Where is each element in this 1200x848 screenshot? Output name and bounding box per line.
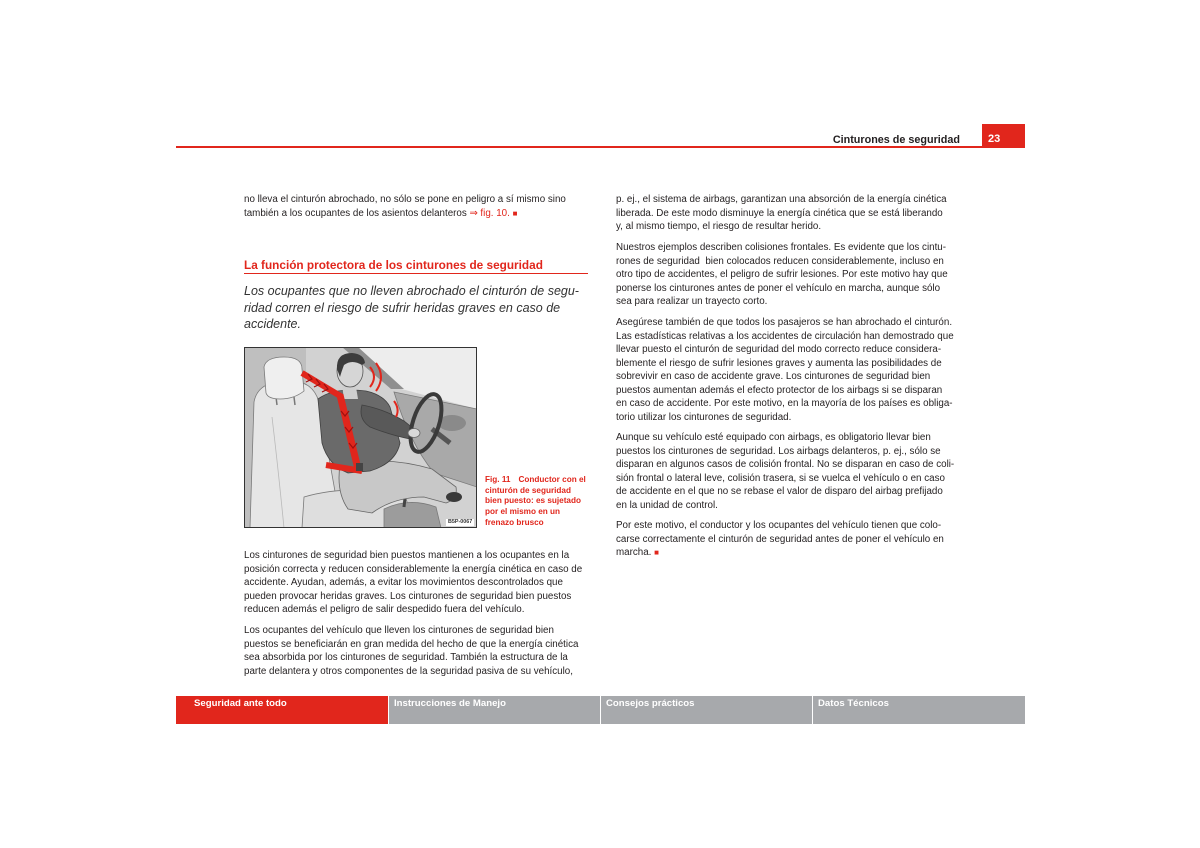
- text-line: puestos los cinturones de seguridad. Los airbags delanteros, p. ej., sólo se: [616, 445, 941, 457]
- figure-illustration: [244, 347, 477, 528]
- caption-line: frenazo brusco: [485, 517, 544, 527]
- summary-line: accidente.: [244, 317, 301, 331]
- figure-caption: [485, 475, 595, 528]
- text-line: Nuestros ejemplos describen colisiones frontales. Es evidente que los cintu-: [616, 242, 946, 253]
- right-paragraph-5: [616, 519, 960, 560]
- left-paragraph-2: [244, 549, 588, 617]
- text-line: Los ocupantes del vehículo que lleven los cinturones de seguridad bien: [244, 625, 554, 636]
- text-line: p. ej., el sistema de airbags, garantizan una absorción de la energía cinética: [616, 194, 947, 205]
- text-line: pueden provocar heridas graves. Los cinturones de seguridad bien puestos: [244, 590, 572, 602]
- figure-reference: ⇒ fig. 10.: [469, 207, 510, 219]
- text-line: sea absorbida por los cinturones de seguridad. También la estructura de la: [244, 652, 568, 664]
- text-line: Por este motivo, el conductor y los ocupantes del vehículo tienen que colo-: [616, 520, 942, 531]
- tab-label: Consejos prácticos: [606, 698, 695, 709]
- text-line: reducen además el peligro de salir despedido fuera del vehículo.: [244, 604, 525, 616]
- tab-label: Instrucciones de Manejo: [394, 698, 506, 709]
- right-paragraph-1: [616, 193, 960, 234]
- text-line: torio utilizar los cinturones de seguridad.: [616, 411, 792, 423]
- right-paragraph-3: [616, 316, 960, 425]
- center-console: [384, 502, 441, 528]
- text-line: Asegúrese también de que todos los pasajeros se han abrochado el cinturón.: [616, 317, 953, 328]
- left-paragraph-1: [244, 193, 588, 220]
- text-line: parte delantera y otros componentes de la seguridad pasiva de su vehículo,: [244, 665, 573, 677]
- summary-line: ridad corren el riesgo de sufrir heridas graves en caso de: [244, 300, 561, 315]
- section-summary: [244, 283, 588, 333]
- headrest-post: [294, 397, 295, 405]
- text-line: puestos aumentan además el efecto protector de los airbags si se disparan: [616, 384, 943, 396]
- text-line: rones de seguridad bien colocados reducen considerablemente, incluso en: [616, 255, 944, 267]
- caption-line: bien puesto: es sujetado: [485, 496, 581, 506]
- text-line: en caso de accidente. Por este motivo, en la mayoría de los países es obliga-: [616, 398, 953, 410]
- end-mark: ■: [512, 208, 518, 218]
- text-line: de accidente en el que no se rebase el valor de disparo del airbag prefijado: [616, 486, 943, 498]
- caption-line: cinturón de seguridad: [485, 485, 571, 495]
- text-line: blemente el riesgo de sufrir lesiones graves y aumenta las posibilidades de: [616, 357, 942, 369]
- tab-instrucciones-de-manejo: [389, 696, 600, 724]
- caption-text: Conductor con el: [518, 475, 586, 484]
- tab-seguridad-ante-todo: [176, 696, 388, 724]
- text-line: liberada. De este modo disminuye la energía cinética que se está liberando: [616, 207, 943, 219]
- figure-code: B5P-0067: [448, 519, 473, 525]
- tab-consejos-practicos: [601, 696, 812, 724]
- text-line: sión frontal o lateral leve, colisión trasera, si se vuelca el vehículo o en caso: [616, 472, 945, 484]
- text-line: accidente. Ayudan, además, a evitar los movimientos descontrolados que: [244, 577, 563, 589]
- driver-hand: [408, 429, 420, 438]
- text-line: posición correcta y reducen considerablemente la energía cinética en caso de: [244, 563, 583, 575]
- right-paragraph-2: [616, 241, 960, 309]
- summary-line: Los ocupantes que no lleven abrochado el cinturón de segu-: [244, 284, 579, 298]
- text-line: puestos se beneficiarán en gran medida del hecho de que la energía cinética: [244, 638, 579, 650]
- section-title: Cinturones de seguridad: [832, 134, 960, 146]
- page-number-box: [982, 124, 1025, 148]
- tab-label: Datos Técnicos: [818, 698, 889, 709]
- caption-line: por el mismo en un: [485, 507, 561, 517]
- belt-buckle: [356, 463, 363, 471]
- text-line: sea para realizar un trayecto corto.: [616, 296, 768, 308]
- text-line: y, al mismo tiempo, el riesgo de resultar herido.: [616, 221, 822, 233]
- driver-seatbelt-illustration: [244, 347, 477, 528]
- driver-shoe: [446, 492, 462, 502]
- text-line: ponerse los cinturones antes de poner el vehículo en marcha, aunque sólo: [616, 282, 941, 294]
- text-line: Aunque su vehículo esté equipado con airbags, es obligatorio llevar bien: [616, 432, 931, 443]
- caption-line: [485, 475, 595, 486]
- tab-datos-tecnicos: [813, 696, 1025, 724]
- figure-label: Fig. 11: [485, 475, 511, 484]
- text-line: Las estadísticas relativas a los accidentes de circulación han demostrado que: [616, 330, 954, 342]
- text-line: en la unidad de control.: [616, 499, 718, 511]
- seat-headrest: [264, 357, 304, 399]
- page-number: 23: [988, 133, 1001, 145]
- text-line: no lleva el cinturón abrochado, no sólo se pone en peligro a sí mismo sino: [244, 194, 566, 205]
- text-line: Los cinturones de seguridad bien puestos mantienen a los ocupantes en la: [244, 550, 570, 561]
- text-line: disparan en algunos casos de colisión frontal. No se disparan en caso de coli-: [616, 459, 955, 471]
- line-text: también a los ocupantes de los asientos delanteros: [244, 207, 470, 219]
- right-paragraph-4: [616, 431, 960, 512]
- left-paragraph-3: [244, 624, 588, 678]
- text-line: otro tipo de accidentes, el peligro de sufrir lesiones. Por este motivo hay que: [616, 269, 948, 281]
- text-line: llevar puesto el cinturón de seguridad del modo correcto reduce considera-: [616, 344, 942, 356]
- text-line: sobrevivir en caso de accidente grave. Los cinturones de seguridad bien: [616, 371, 931, 383]
- section-heading: La función protectora de los cinturones de seguridad: [244, 257, 588, 274]
- text-line: [616, 546, 960, 560]
- end-mark: ■: [654, 548, 659, 558]
- text-line: [244, 207, 588, 221]
- tab-label: Seguridad ante todo: [194, 698, 287, 709]
- text-line: carse correctamente el cinturón de seguridad antes de poner el vehículo en: [616, 533, 944, 545]
- line-text: marcha.: [616, 547, 655, 559]
